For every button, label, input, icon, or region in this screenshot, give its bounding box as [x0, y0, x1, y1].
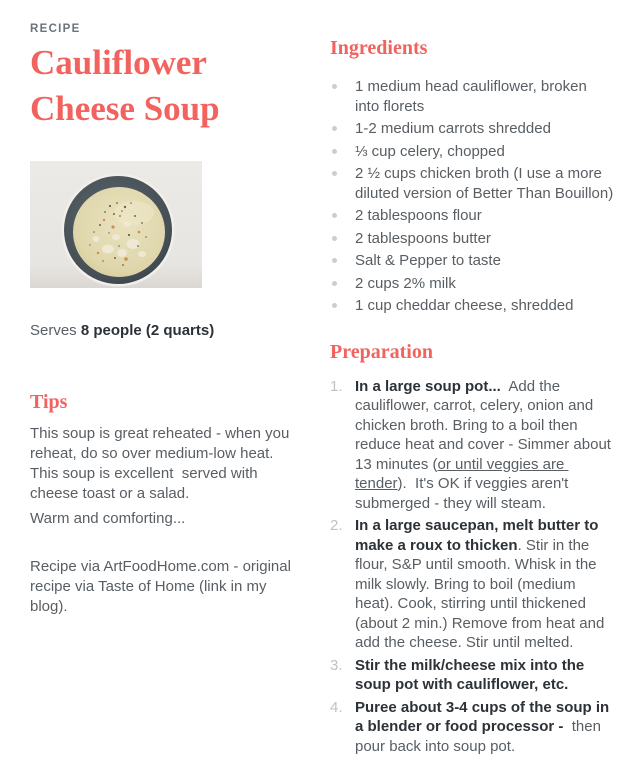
ingredient-text: 2 cups 2% milk [355, 274, 456, 292]
preparation-list [330, 377, 615, 757]
bullet-icon [332, 149, 337, 154]
ingredient-item [330, 229, 615, 249]
bullet-icon [332, 236, 337, 241]
right-column [330, 20, 615, 759]
ingredients-heading: Ingredients [330, 37, 428, 59]
recipe-title-line2: Cheese Soup [30, 88, 220, 128]
step-text: In a large saucepan, melt butter to make a roux to thicken. Stir in the flour, S&P until smooth. Whisk in the milk slowly. Bring to boil (medium heat). Cook, stirring until thickened (about 2 min.) Remove from heat and add the cheese. Stir until melted. [355, 517, 609, 651]
ingredient-item [330, 296, 615, 316]
ingredient-text: 2 tablespoons flour [355, 207, 482, 224]
step-text: Puree about 3-4 cups of the soup in a blender or food processor - then pour back into soup pot. [355, 698, 614, 755]
ingredient-text: ⅓ cup celery, chopped [355, 142, 505, 160]
recipe-title [30, 40, 292, 131]
ingredient-item [330, 142, 615, 162]
ingredient-text: 1 cup cheddar cheese, shredded [355, 297, 574, 314]
step-text: Stir the milk/cheese mix into the soup pot with cauliflower, etc. [355, 656, 589, 693]
preparation-step [330, 698, 615, 757]
preparation-step [330, 377, 615, 514]
step-number: 4. [330, 698, 343, 716]
ingredient-text: 1 medium head cauliflower, broken into florets [355, 78, 591, 115]
bullet-icon [332, 213, 337, 218]
left-column [30, 20, 296, 759]
step-number: 2. [330, 517, 343, 534]
bullet-icon [332, 303, 337, 308]
ingredient-text: 2 tablespoons butter [355, 229, 491, 247]
bullet-icon [332, 258, 337, 263]
recipe-eyebrow: RECIPE [30, 23, 81, 35]
ingredient-text: 2 ½ cups chicken broth (I use a more diluted version of Better Than Bouillon) [355, 165, 614, 202]
step-number: 1. [330, 377, 343, 395]
bullet-icon [332, 126, 337, 131]
recipe-attribution: Recipe via ArtFoodHome.com - original recipe via Taste of Home (link in my blog). [30, 558, 296, 615]
ingredients-list [330, 77, 615, 316]
preparation-heading: Preparation [330, 340, 433, 363]
preparation-step [330, 516, 615, 653]
step-text: In a large soup pot... Add the cauliflower, carrot, celery, onion and chicken broth. Bring to a boil then reduce heat and cover - Simmer about 13 minutes (or until veggies are tender). It's OK if veggies aren't submerged - they will steam. [355, 377, 616, 512]
tips-heading: Tips [30, 391, 68, 414]
ingredient-item [330, 206, 615, 226]
ingredient-item [330, 274, 615, 294]
ingredient-item [330, 77, 615, 116]
bullet-icon [332, 171, 337, 176]
recipe-title-line1: Cauliflower [30, 43, 207, 82]
ingredient-item [330, 119, 615, 139]
preparation-step [330, 656, 615, 695]
serves-value: 8 people (2 quarts) [80, 322, 215, 339]
tips-paragraph-2: Warm and comforting... [30, 510, 186, 528]
serves-label: Serves [30, 322, 81, 339]
ingredient-text: Salt & Pepper to taste [355, 252, 501, 269]
tips-paragraph-1: This soup is great reheated - when you reheat, do so over medium-low heat. This soup is excellent served with cheese toast or a salad. [30, 425, 294, 502]
step-number: 3. [330, 656, 343, 674]
soup-bowl-photo [30, 161, 202, 288]
ingredient-text: 1-2 medium carrots shredded [355, 120, 551, 137]
bullet-icon [332, 84, 337, 89]
ingredient-item [330, 164, 615, 203]
serves-line [30, 321, 292, 341]
ingredient-item [330, 251, 615, 271]
bullet-icon [332, 281, 337, 286]
